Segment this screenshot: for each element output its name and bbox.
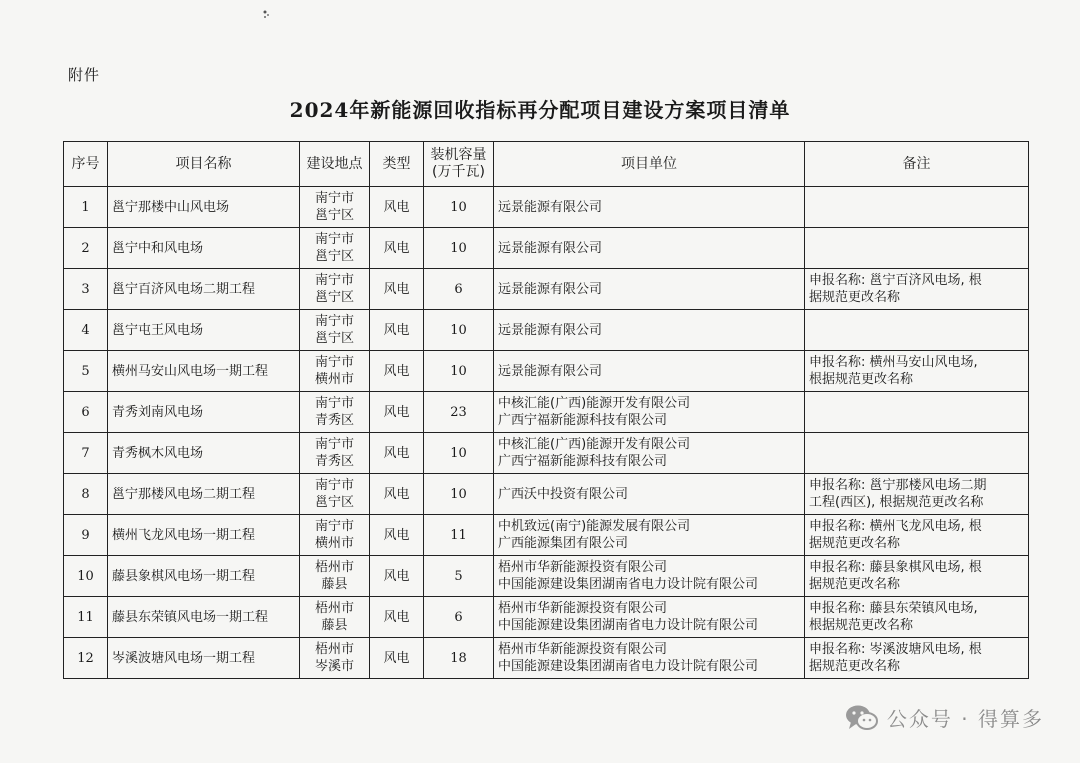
table-row [64,515,1029,556]
col-header-name: 项目名称 [108,142,300,187]
cell-name: 邕宁百济风电场二期工程 [108,269,300,310]
cell-type: 风电 [370,597,424,638]
scan-speck [262,9,270,19]
cell-name: 邕宁屯王风电场 [108,310,300,351]
cell-type: 风电 [370,556,424,597]
table-row [64,556,1029,597]
cell-note [805,187,1029,228]
cell-note: 申报名称: 邕宁那楼风电场二期 工程(西区), 根据规范更改名称 [805,474,1029,515]
project-table [63,141,1029,679]
cell-location: 南宁市 青秀区 [300,392,370,433]
cell-capacity: 23 [424,392,494,433]
table-row [64,433,1029,474]
cell-no: 7 [64,433,108,474]
cell-unit: 远景能源有限公司 [494,310,805,351]
cell-capacity: 11 [424,515,494,556]
cell-location: 南宁市 邕宁区 [300,187,370,228]
cell-no: 12 [64,638,108,679]
cell-location: 梧州市 藤县 [300,556,370,597]
cell-note: 申报名称: 邕宁百济风电场, 根 据规范更改名称 [805,269,1029,310]
cell-capacity: 6 [424,269,494,310]
cell-capacity: 10 [424,187,494,228]
table-row [64,187,1029,228]
cell-unit: 梧州市华新能源投资有限公司 中国能源建设集团湖南省电力设计院有限公司 [494,638,805,679]
cell-type: 风电 [370,269,424,310]
cell-capacity: 5 [424,556,494,597]
table-header-row [64,142,1029,187]
cell-unit: 远景能源有限公司 [494,187,805,228]
watermark [845,703,1044,732]
cell-name: 横州马安山风电场一期工程 [108,351,300,392]
wechat-icon [845,704,879,732]
cell-capacity: 10 [424,474,494,515]
col-header-type: 类型 [370,142,424,187]
cell-unit: 梧州市华新能源投资有限公司 中国能源建设集团湖南省电力设计院有限公司 [494,597,805,638]
cell-location: 南宁市 邕宁区 [300,310,370,351]
cell-name: 青秀刘南风电场 [108,392,300,433]
col-header-unit: 项目单位 [494,142,805,187]
cell-capacity: 10 [424,433,494,474]
cell-capacity: 10 [424,228,494,269]
cell-location: 南宁市 邕宁区 [300,228,370,269]
cell-type: 风电 [370,187,424,228]
cell-note [805,228,1029,269]
cell-unit: 中核汇能(广西)能源开发有限公司 广西宁福新能源科技有限公司 [494,392,805,433]
col-header-no: 序号 [64,142,108,187]
cell-type: 风电 [370,310,424,351]
table-row [64,310,1029,351]
cell-name: 邕宁那楼中山风电场 [108,187,300,228]
cell-note [805,310,1029,351]
cell-no: 11 [64,597,108,638]
table-row [64,228,1029,269]
cell-location: 梧州市 藤县 [300,597,370,638]
cell-name: 邕宁那楼风电场二期工程 [108,474,300,515]
cell-name: 邕宁中和风电场 [108,228,300,269]
cell-note [805,433,1029,474]
cell-type: 风电 [370,351,424,392]
cell-name: 岑溪波塘风电场一期工程 [108,638,300,679]
cell-no: 2 [64,228,108,269]
cell-unit: 中机致远(南宁)能源发展有限公司 广西能源集团有限公司 [494,515,805,556]
cell-note: 申报名称: 横州飞龙风电场, 根 据规范更改名称 [805,515,1029,556]
cell-no: 8 [64,474,108,515]
cell-type: 风电 [370,474,424,515]
cell-type: 风电 [370,433,424,474]
attachment-label: 附件 [68,66,101,84]
cell-unit: 远景能源有限公司 [494,228,805,269]
cell-name: 横州飞龙风电场一期工程 [108,515,300,556]
table-row [64,638,1029,679]
cell-type: 风电 [370,392,424,433]
cell-location: 南宁市 横州市 [300,351,370,392]
cell-unit: 广西沃中投资有限公司 [494,474,805,515]
cell-note: 申报名称: 藤县东荣镇风电场, 根据规范更改名称 [805,597,1029,638]
cell-capacity: 10 [424,310,494,351]
col-header-location: 建设地点 [300,142,370,187]
table-row [64,392,1029,433]
cell-capacity: 10 [424,351,494,392]
cell-location: 梧州市 岑溪市 [300,638,370,679]
cell-location: 南宁市 横州市 [300,515,370,556]
cell-note [805,392,1029,433]
cell-no: 10 [64,556,108,597]
col-header-note: 备注 [805,142,1029,187]
cell-unit: 远景能源有限公司 [494,269,805,310]
cell-no: 4 [64,310,108,351]
cell-capacity: 18 [424,638,494,679]
cell-location: 南宁市 邕宁区 [300,269,370,310]
table-row [64,269,1029,310]
cell-name: 藤县象棋风电场一期工程 [108,556,300,597]
cell-no: 6 [64,392,108,433]
table-row [64,474,1029,515]
col-header-capacity: 装机容量 (万千瓦) [424,142,494,187]
cell-type: 风电 [370,228,424,269]
table-row [64,597,1029,638]
cell-note: 申报名称: 岑溪波塘风电场, 根 据规范更改名称 [805,638,1029,679]
cell-no: 3 [64,269,108,310]
cell-type: 风电 [370,638,424,679]
cell-unit: 远景能源有限公司 [494,351,805,392]
cell-name: 藤县东荣镇风电场一期工程 [108,597,300,638]
cell-note: 申报名称: 藤县象棋风电场, 根 据规范更改名称 [805,556,1029,597]
cell-unit: 中核汇能(广西)能源开发有限公司 广西宁福新能源科技有限公司 [494,433,805,474]
cell-no: 1 [64,187,108,228]
cell-location: 南宁市 邕宁区 [300,474,370,515]
watermark-text: 公众号 · 得算多 [886,707,1044,731]
cell-location: 南宁市 青秀区 [300,433,370,474]
cell-type: 风电 [370,515,424,556]
table-row [64,351,1029,392]
cell-unit: 梧州市华新能源投资有限公司 中国能源建设集团湖南省电力设计院有限公司 [494,556,805,597]
cell-name: 青秀枫木风电场 [108,433,300,474]
page-title: 2024年新能源回收指标再分配项目建设方案项目清单 [289,98,791,122]
cell-no: 9 [64,515,108,556]
cell-no: 5 [64,351,108,392]
cell-note: 申报名称: 横州马安山风电场, 根据规范更改名称 [805,351,1029,392]
cell-capacity: 6 [424,597,494,638]
